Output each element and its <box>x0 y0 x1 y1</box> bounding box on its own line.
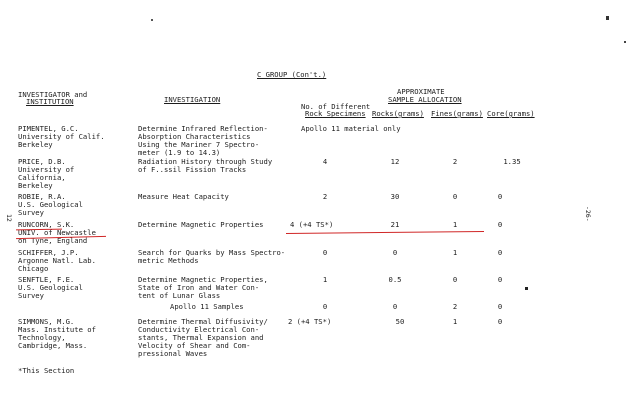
specimens-header-line2: Rock Specimens <box>305 109 366 118</box>
row-investigator: SENFTLE, F.E. U.S. Geological Survey <box>18 275 83 300</box>
specimens-header-line1: No. of Different <box>301 102 371 111</box>
row-investigation: Determine Magnetic Properties <box>138 220 264 229</box>
row-investigation: Determine Thermal Diffusivity/ Conductivity Electrical Con- stants, Thermal Expansion and Velocity of Shear and Com- pressional Waves <box>138 317 268 358</box>
approx-header-line1: APPROXIMATE <box>397 87 445 96</box>
row-investigator: PRICE, D.B. University of California, Berkeley <box>18 157 75 190</box>
row-core: 0 <box>497 275 503 284</box>
approx-header-line2: SAMPLE ALLOCATION <box>388 95 462 104</box>
row-core: 0 <box>497 317 503 326</box>
row-specimens: Apollo 11 material only <box>301 124 401 133</box>
scan-speck <box>525 287 528 290</box>
row-rocks: 0.5 <box>388 275 402 284</box>
row-core: 0 <box>497 302 503 311</box>
row-specimens: 0 <box>322 302 328 311</box>
row-fines: 1 <box>452 248 458 257</box>
investigation-header: INVESTIGATION <box>164 95 221 104</box>
row-core: 1.35 <box>503 157 521 166</box>
row-specimens: 4 (+4 TS*) <box>290 220 334 229</box>
row-investigator: RUNCORN, S.K. UNIV. of Newcastle on Tyne, England <box>18 220 96 245</box>
core-header: Core(grams) <box>487 109 535 118</box>
rocks-header: Rocks(grams) <box>372 109 424 118</box>
row-rocks: 0 <box>392 248 398 257</box>
scan-speck <box>624 41 626 43</box>
fines-header: Fines(grams) <box>431 109 483 118</box>
row-specimens: 2 <box>322 192 328 201</box>
row-specimens: 0 <box>322 248 328 257</box>
row-core: 0 <box>497 192 503 201</box>
page-number-marker: -26- <box>584 206 592 222</box>
row-rocks: 0 <box>392 302 398 311</box>
row-investigator: SIMMONS, M.G. Mass. Institute of Technology, Cambridge, Mass. <box>18 317 96 350</box>
row-fines: 0 <box>452 275 458 284</box>
footnote: *This Section <box>18 366 75 375</box>
scan-speck <box>606 16 609 20</box>
row-rocks: 50 <box>395 317 405 326</box>
row-fines: 1 <box>452 220 458 229</box>
row-investigation: Apollo 11 Samples <box>170 302 244 311</box>
row-core: 0 <box>497 248 503 257</box>
row-rocks: 21 <box>390 220 400 229</box>
page-title: C GROUP (Con't.) <box>257 70 327 79</box>
investigator-header-line2: INSTITUTION <box>26 97 74 106</box>
row-investigation: Determine Infrared Reflection- Absorption Characteristics Using the Mariner 7 Spectro- meter (1.9 to 14.3) <box>138 124 268 157</box>
row-rocks: 30 <box>390 192 400 201</box>
row-investigation: Determine Magnetic Properties, State of Iron and Water Con- tent of Lunar Glass <box>138 275 268 300</box>
row-investigator: SCHIFFER, J.P. Argonne Natl. Lab. Chicago <box>18 248 96 273</box>
scan-speck <box>151 19 153 21</box>
row-investigation: Measure Heat Capacity <box>138 192 229 201</box>
row-specimens: 2 (+4 TS*) <box>288 317 332 326</box>
row-specimens: 4 <box>322 157 328 166</box>
row-fines: 0 <box>452 192 458 201</box>
row-investigator: PIMENTEL, G.C. University of Calif. Berkeley <box>18 124 105 149</box>
investigator-header-line1: INVESTIGATOR and <box>18 90 88 99</box>
row-specimens: 1 <box>322 275 328 284</box>
row-investigation: Search for Quarks by Mass Spectro- metric Methods <box>138 248 286 265</box>
left-margin-marker: 12 <box>5 214 13 222</box>
row-fines: 1 <box>452 317 458 326</box>
red-underline-values <box>286 231 484 234</box>
row-fines: 2 <box>452 157 458 166</box>
row-fines: 2 <box>452 302 458 311</box>
row-investigator: ROBIE, R.A. U.S. Geological Survey <box>18 192 83 217</box>
row-investigation: Radiation History through Study of F..ssil Fission Tracks <box>138 157 273 174</box>
row-core: 0 <box>497 220 503 229</box>
row-rocks: 12 <box>390 157 400 166</box>
